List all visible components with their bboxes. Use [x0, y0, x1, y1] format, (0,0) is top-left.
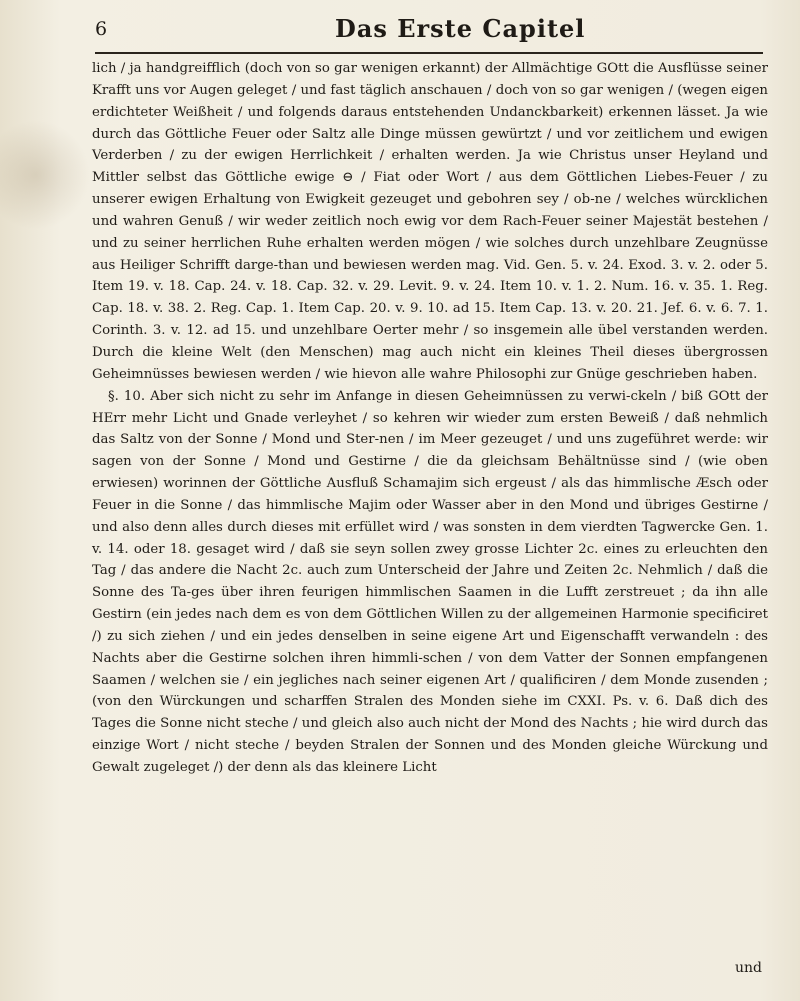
page-stain: [0, 120, 90, 230]
paragraph: lich / ja handgreifflich (doch von so gar wenigen erkannt) der Allmächtige GOtt die Ausflüsse seiner Krafft uns vor Augen geleget / und fast täglich anschauen / doch von so gar wenigen / (wegen eigen erdichteter Weißheit / und folgends daraus entstehenden Undanckbarkeit) erkennen lässet. Ja wie durch das Göttliche Feuer oder Saltz alle Dinge müssen gewürtzt / und vor zeitlichem und ewigen Verderben / zu der ewigen Herrlichkeit / erhalten werden. Ja wie Christus unser Heyland und Mittler selbst das Göttliche ewige ⊖ / Fiat oder Wort / aus dem Göttlichen Liebes-Feuer / zu unserer ewigen Erhaltung von Ewigkeit gezeuget und gebohren sey / ob-ne / welches würcklichen und wahren Genuß / wir weder zeitlich noch ewig vor dem Rach-Feuer seiner Majestät bestehen / und zu seiner herrlichen Ruhe erhalten werden mögen / wie solches durch unzehlbare Zeugnüsse aus Heiliger Schrifft darge-than und bewiesen werden mag. Vid. Gen. 5. v. 24. Exod. 3. v. 2. oder 5. Item 19. v. 18. Cap. 24. v. 18. Cap. 32. v. 29. Levit. 9. v. 24. Item 10. v. 1. 2. Num. 16. v. 35. 1. Reg. Cap. 18. v. 38. 2. Reg. Cap. 1. Item Cap. 20. v. 9. 10. ad 15. Item Cap. 13. v. 20. 21. Jef. 6. v. 6. 7. 1. Corinth. 3. v. 12. ad 15. und unzehlbare Oerter mehr / so insgemein alle übel verstanden werden. Durch die kleine Welt (den Menschen) mag auch nicht ein kleines Theil dieses übergrossen Geheimnüsses bewiesen werden / wie hievon alle wahre Philosophi zur Gnüge geschrieben haben.: [92, 61, 768, 382]
catchword: und: [735, 960, 762, 976]
chapter-title: Das Erste Capitel: [335, 14, 586, 43]
header-rule: [95, 52, 763, 54]
paragraph: §. 10. Aber sich nicht zu sehr im Anfange in diesen Geheimnüssen zu verwi-ckeln / biß GOtt der HErr mehr Licht und Gnade verleyhet / so kehren wir wieder zum ersten Beweiß / daß nehmlich das Saltz von der Sonne / Mond und Ster-nen / im Meer gezeuget / und uns zugeführet werde: wir sagen von der Sonne / Mond und Gestirne / die da gleichsam Behältnüsse sind / (wie oben erwiesen) worinnen der Göttliche Ausfluß Schamajim sich ergeust / als das himmlische Æsch oder Feuer in die Sonne / das himmlische Majim oder Wasser aber in den Mond und übriges Gestirne / und also denn alles durch dieses mit erfüllet wird / was sonsten in dem vierdten Tagwercke Gen. 1. v. 14. oder 18. gesaget wird / daß sie seyn sollen zwey grosse Lichter 2c. eines zu erleuchten den Tag / das andere die Nacht 2c. auch zum Unterscheid der Jahre und Zeiten 2c. Nehmlich / daß die Sonne des Ta-ges über ihren feurigen himmlischen Saamen in die Lufft zerstreuet ; da ihn alle Gestirn (ein jedes nach dem es von dem Göttlichen Willen zu der allgemeinen Harmonie specificiret /) zu sich ziehen / und ein jedes denselben in seine eigene Art und Eigenschafft verwandeln : des Nachts aber die Gestirne solchen ihren himmli-schen / von dem Vatter der Sonnen empfangenen Saamen / welchen sie / ein jegliches nach seiner eigenen Art / qualificiren / dem Monde zusenden ; (von den Würckungen und scharffen Stralen des Monden siehe im CXXI. Ps. v. 6. Daß dich des Tages die Sonne nicht steche / und gleich also auch nicht der Mond des Nachts ; hie wird durch das einzige Wort / nicht steche / beyden Stralen der Sonnen und des Monden gleiche Würckung und Gewalt zugeleget /) der denn als das kleinere Licht: [92, 388, 768, 775]
body-text: [92, 58, 768, 958]
page-header: [95, 14, 760, 44]
page-number: 6: [95, 18, 108, 40]
